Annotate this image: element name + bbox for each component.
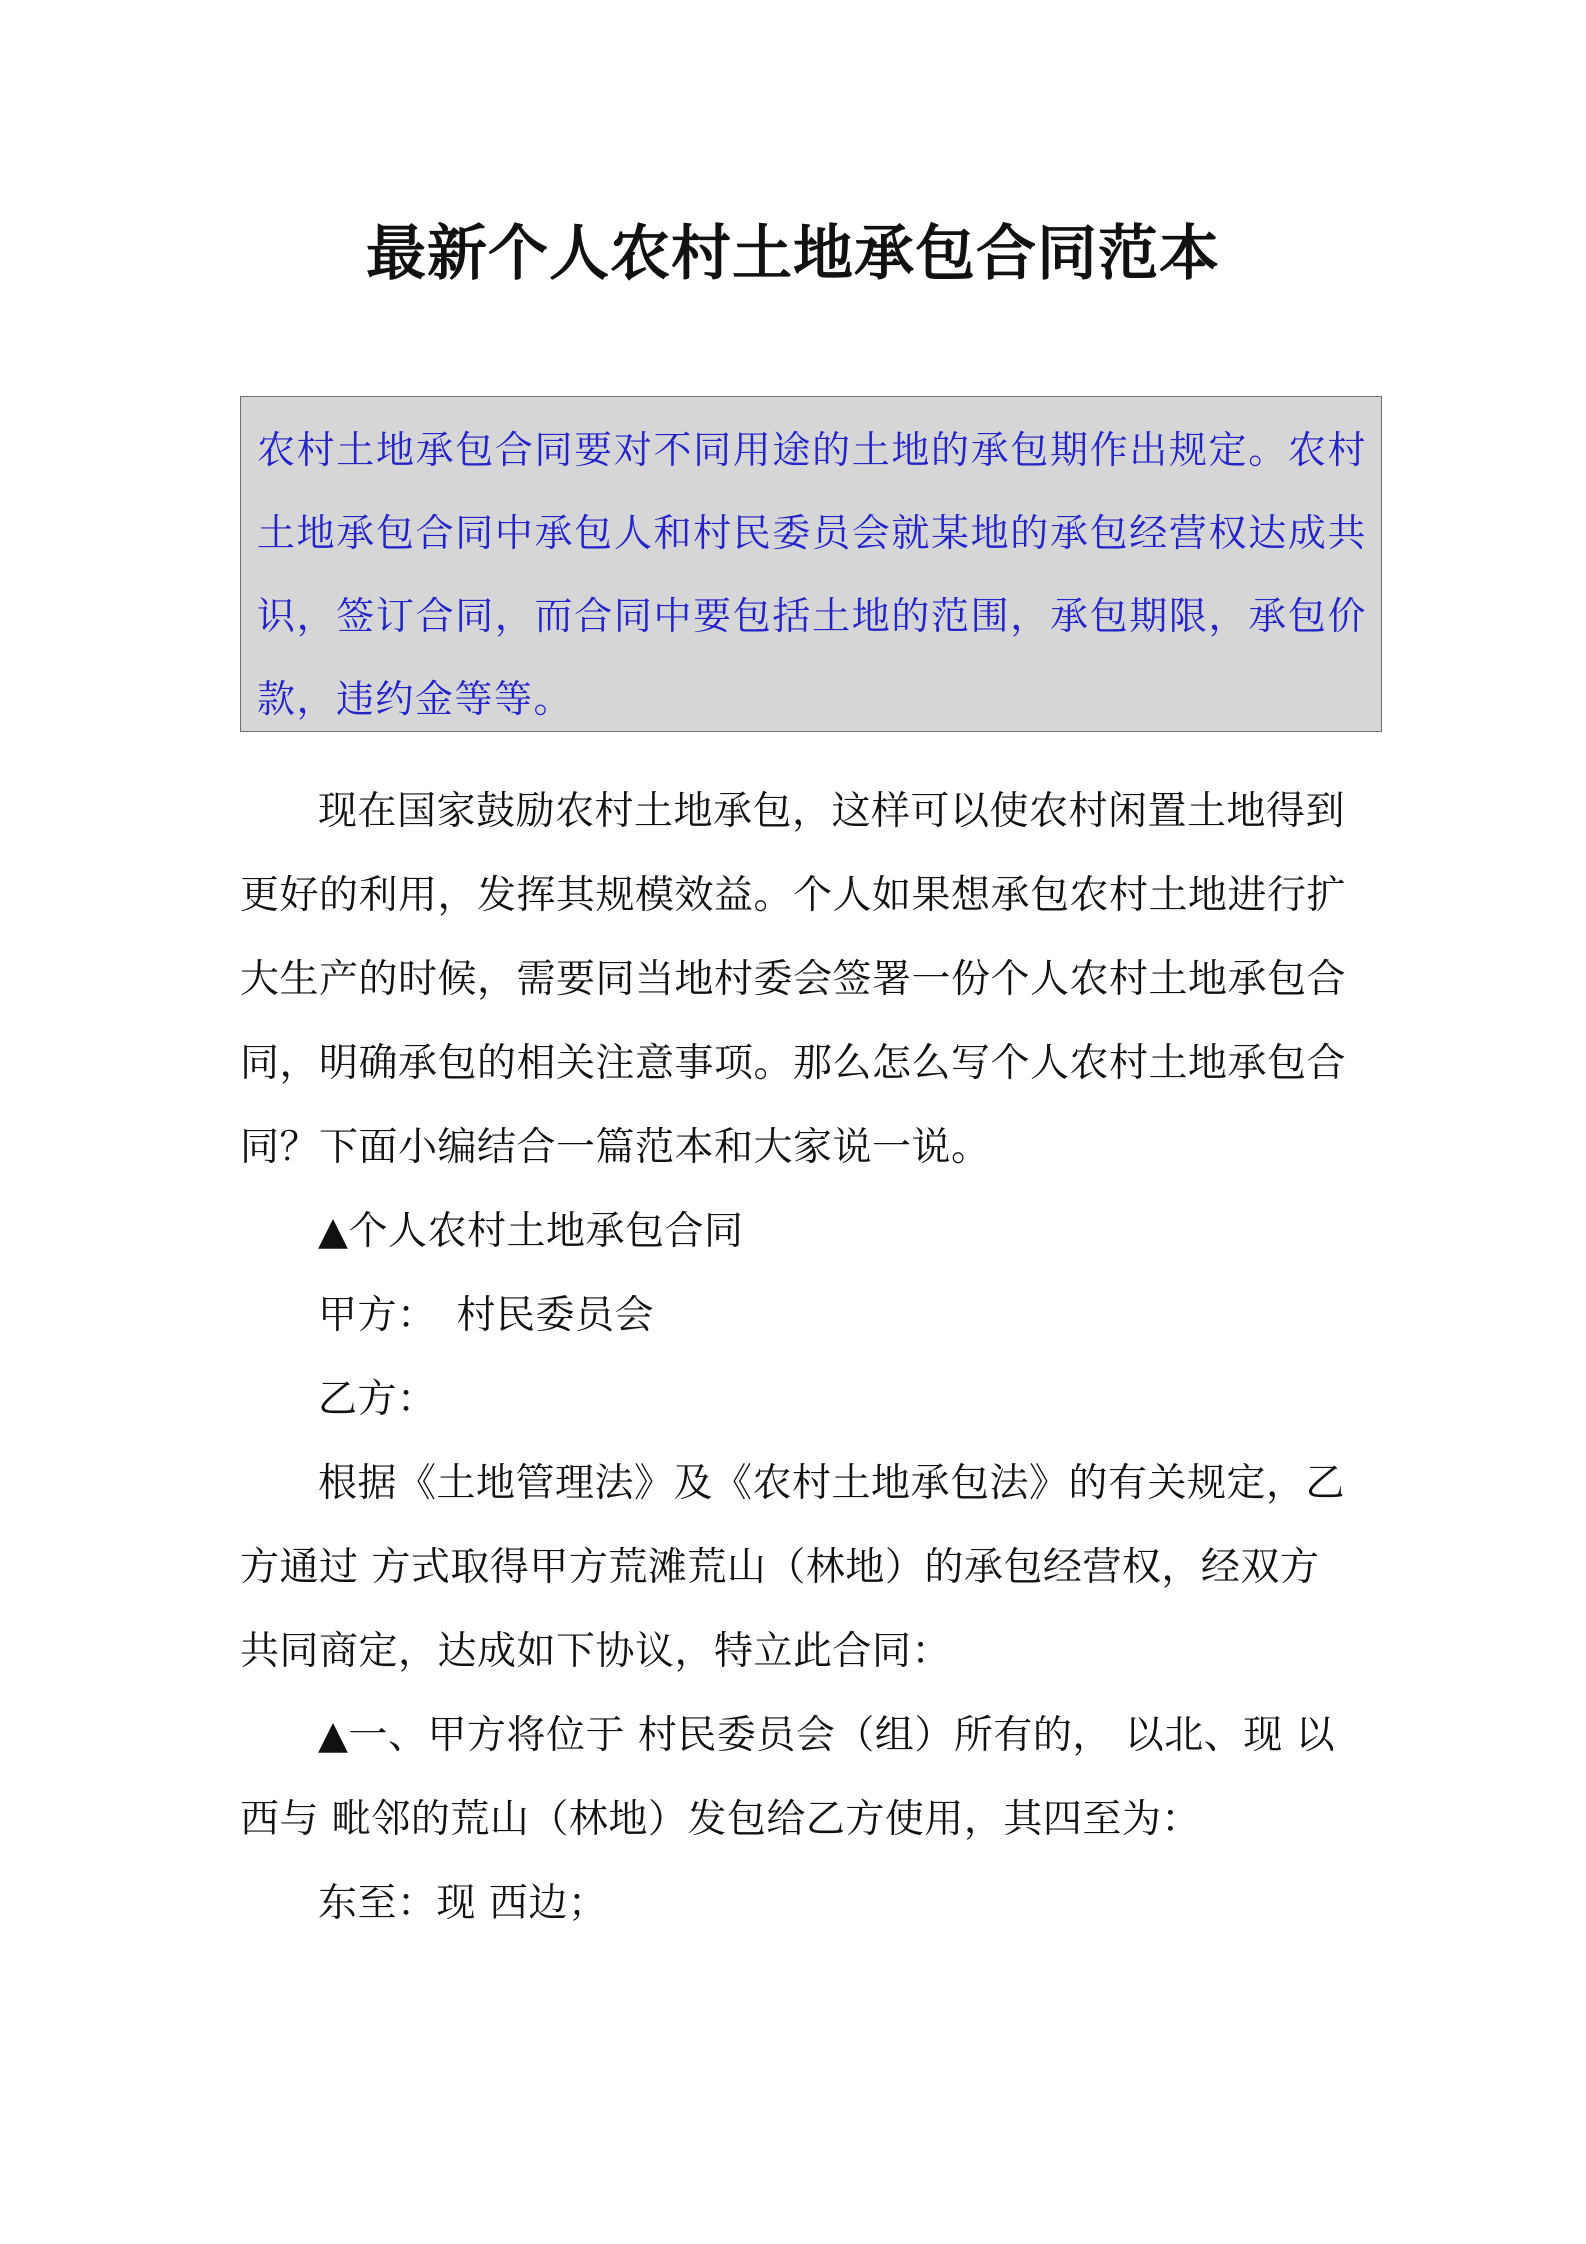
party-b-line: 乙方： xyxy=(318,1377,437,1422)
document-body xyxy=(240,770,1356,1946)
intro-paragraph: 现在国家鼓励农村土地承包，这样可以使农村闲置土地得到更好的利用，发挥其规模效益。个人如果想承包农村土地进行扩大生产的时候，需要同当地村委会签署一份个人农村土地承包合同，明确承包的相关注意事项。那么怎么写个人农村土地承包合同？下面小编结合一篇范本和大家说一说。 xyxy=(240,789,1347,1170)
legal-basis-paragraph: 根据《土地管理法》及《农村土地承包法》的有关规定，乙方通过 方式取得甲方荒滩荒山（林地）的承包经营权，经双方共同商定，达成如下协议，特立此合同： xyxy=(240,1461,1346,1674)
party-a-line: 甲方： 村民委员会 xyxy=(318,1293,655,1338)
clause-one-paragraph: ▲一、甲方将位于 村民委员会（组）所有的， 以北、现 以西与 毗邻的荒山（林地）发包给乙方使用，其四至为： xyxy=(240,1713,1336,1842)
document-title: 最新个人农村土地承包合同范本 xyxy=(366,219,1220,289)
summary-box xyxy=(240,396,1382,732)
contract-heading: ▲个人农村土地承包合同 xyxy=(318,1209,744,1254)
summary-text: 农村土地承包合同要对不同用途的土地的承包期作出规定。农村土地承包合同中承包人和村民委员会就某地的承包经营权达成共识，签订合同，而合同中要包括土地的范围，承包期限，承包价款，违约金等等。 xyxy=(257,428,1367,721)
east-boundary-line: 东至：现 西边； xyxy=(318,1881,608,1926)
